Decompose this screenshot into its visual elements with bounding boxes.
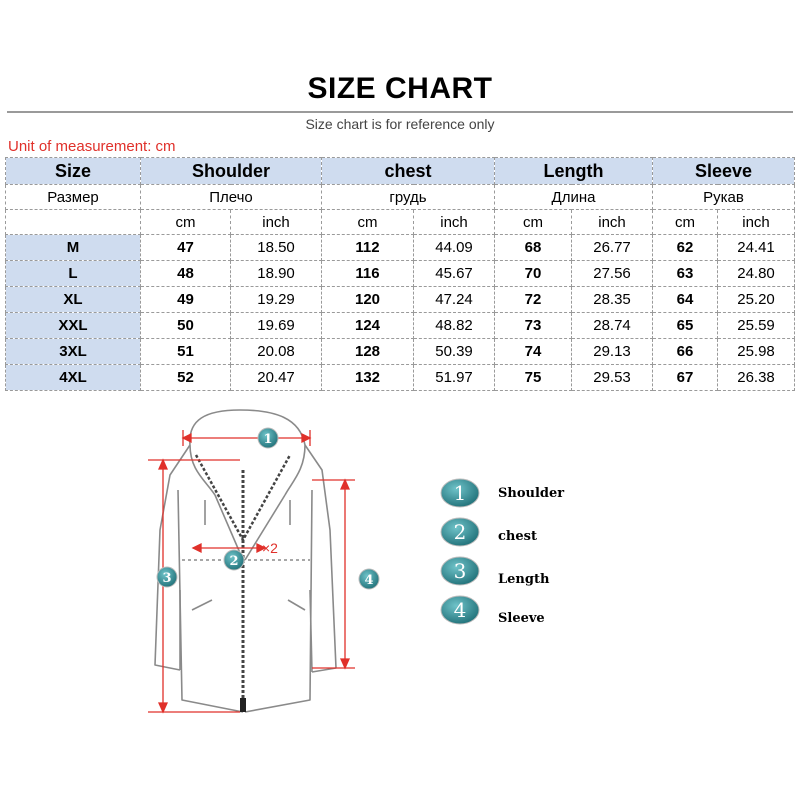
value-cell: 75 — [495, 365, 572, 391]
value-cell: 132 — [322, 365, 414, 391]
value-cell: 63 — [653, 261, 718, 287]
value-cell: 20.47 — [231, 365, 322, 391]
table-row — [6, 313, 795, 339]
unit-cell: cm — [495, 210, 572, 235]
legend-label: Sleeve — [498, 611, 545, 626]
value-cell: 48.82 — [414, 313, 495, 339]
value-cell: 28.35 — [572, 287, 653, 313]
value-cell: 116 — [322, 261, 414, 287]
col-header-length-ru: Длина — [495, 185, 653, 210]
col-header-chest: chest — [322, 158, 495, 185]
value-cell: 18.50 — [231, 235, 322, 261]
size-cell: XL — [6, 287, 141, 313]
value-cell: 44.09 — [414, 235, 495, 261]
value-cell: 20.08 — [231, 339, 322, 365]
table-row — [6, 339, 795, 365]
value-cell: 50.39 — [414, 339, 495, 365]
marker-number: 2 — [229, 554, 239, 569]
diagram-marker-2 — [224, 550, 244, 570]
value-cell: 49 — [141, 287, 231, 313]
size-cell: XXL — [6, 313, 141, 339]
header-row-en — [6, 158, 795, 185]
value-cell: 26.38 — [718, 365, 795, 391]
svg-text:1: 1 — [453, 481, 467, 505]
svg-text:2: 2 — [453, 520, 467, 544]
value-cell: 25.98 — [718, 339, 795, 365]
value-cell: 48 — [141, 261, 231, 287]
marker-number: 4 — [364, 573, 374, 588]
value-cell: 24.41 — [718, 235, 795, 261]
value-cell: 18.90 — [231, 261, 322, 287]
legend-label: chest — [498, 529, 537, 544]
value-cell: 25.59 — [718, 313, 795, 339]
marker-number: 1 — [263, 432, 273, 447]
col-header-sleeve-ru: Рукав — [653, 185, 795, 210]
unit-cell: inch — [572, 210, 653, 235]
value-cell: 45.67 — [414, 261, 495, 287]
diagram-marker-4 — [359, 569, 379, 589]
value-cell: 47.24 — [414, 287, 495, 313]
value-cell: 73 — [495, 313, 572, 339]
unit-cell: inch — [231, 210, 322, 235]
value-cell: 28.74 — [572, 313, 653, 339]
units-row — [6, 210, 795, 235]
unit-cell: cm — [141, 210, 231, 235]
value-cell: 64 — [653, 287, 718, 313]
unit-cell: inch — [414, 210, 495, 235]
size-cell: 3XL — [6, 339, 141, 365]
value-cell: 68 — [495, 235, 572, 261]
table-row — [6, 365, 795, 391]
value-cell: 128 — [322, 339, 414, 365]
col-header-length: Length — [495, 158, 653, 185]
value-cell: 47 — [141, 235, 231, 261]
col-header-size: Size — [6, 158, 141, 185]
size-table — [5, 157, 795, 391]
value-cell: 67 — [653, 365, 718, 391]
diagram-marker-1 — [258, 428, 278, 448]
size-cell: L — [6, 261, 141, 287]
legend-marker-icon — [440, 517, 480, 547]
legend-marker-icon — [440, 556, 480, 586]
table-row — [6, 261, 795, 287]
value-cell: 27.56 — [572, 261, 653, 287]
col-header-shoulder: Shoulder — [141, 158, 322, 185]
size-cell: 4XL — [6, 365, 141, 391]
title-divider — [7, 111, 793, 113]
value-cell: 26.77 — [572, 235, 653, 261]
value-cell: 29.13 — [572, 339, 653, 365]
value-cell: 24.80 — [718, 261, 795, 287]
zipper — [196, 455, 290, 712]
marker-number: 3 — [162, 571, 172, 586]
value-cell: 19.69 — [231, 313, 322, 339]
value-cell: 29.53 — [572, 365, 653, 391]
col-header-size-ru: Размер — [6, 185, 141, 210]
col-header-sleeve: Sleeve — [653, 158, 795, 185]
value-cell: 112 — [322, 235, 414, 261]
value-cell: 25.20 — [718, 287, 795, 313]
value-cell: 124 — [322, 313, 414, 339]
times-two-label: ×2 — [262, 540, 278, 556]
unit-cell: cm — [653, 210, 718, 235]
legend-marker-icon — [440, 595, 480, 625]
legend-label: Length — [498, 572, 550, 587]
value-cell: 65 — [653, 313, 718, 339]
value-cell: 52 — [141, 365, 231, 391]
value-cell: 51.97 — [414, 365, 495, 391]
unit-cell: cm — [322, 210, 414, 235]
value-cell: 66 — [653, 339, 718, 365]
legend-marker-icon — [440, 478, 480, 508]
svg-text:4: 4 — [453, 598, 467, 622]
col-header-shoulder-ru: Плечо — [141, 185, 322, 210]
size-cell: M — [6, 235, 141, 261]
table-row — [6, 235, 795, 261]
unit-cell: inch — [718, 210, 795, 235]
value-cell: 50 — [141, 313, 231, 339]
value-cell: 120 — [322, 287, 414, 313]
unit-note: Unit of measurement: cm — [8, 138, 176, 155]
units-blank-cell — [6, 210, 141, 235]
value-cell: 72 — [495, 287, 572, 313]
header-row-ru — [6, 185, 795, 210]
table-row — [6, 287, 795, 313]
value-cell: 70 — [495, 261, 572, 287]
legend-label: Shoulder — [498, 486, 565, 501]
col-header-chest-ru: грудь — [322, 185, 495, 210]
value-cell: 62 — [653, 235, 718, 261]
diagram-marker-3 — [157, 567, 177, 587]
page-title: SIZE CHART — [307, 72, 493, 105]
subtitle: Size chart is for reference only — [305, 116, 495, 132]
value-cell: 51 — [141, 339, 231, 365]
jacket-outline — [155, 410, 336, 712]
svg-text:3: 3 — [453, 559, 467, 583]
jacket-diagram — [140, 400, 400, 730]
value-cell: 74 — [495, 339, 572, 365]
value-cell: 19.29 — [231, 287, 322, 313]
